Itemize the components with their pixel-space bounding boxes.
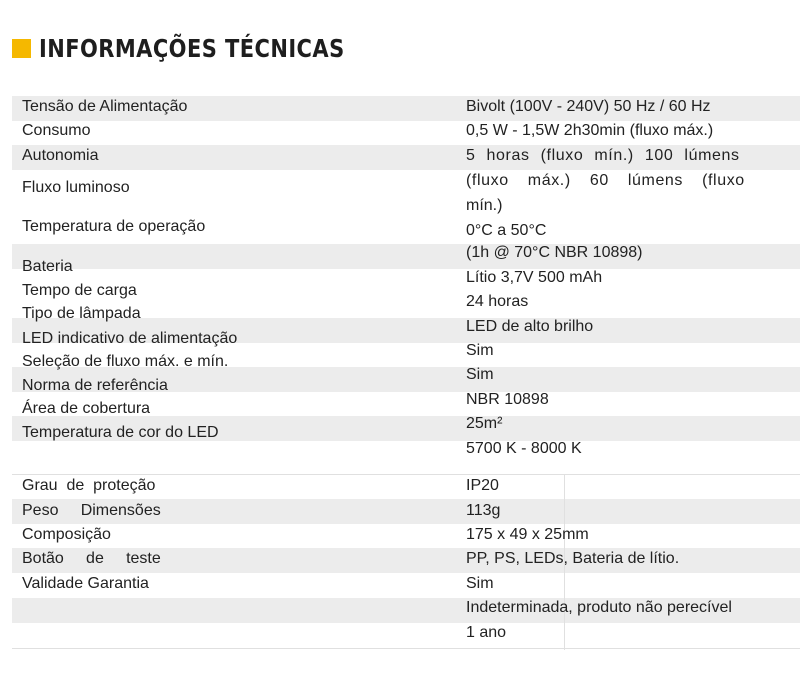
spec-value: (1h @ 70°C NBR 10898) bbox=[466, 244, 643, 261]
spec-label: Validade Garantia bbox=[22, 575, 149, 592]
spec-label: Tipo de lâmpada bbox=[22, 305, 141, 322]
spec-value: 1 ano bbox=[466, 624, 507, 641]
spec-value: 175 x 49 x 25mm bbox=[466, 526, 589, 543]
spec-label: Temperatura de cor do LED bbox=[22, 424, 219, 441]
spec-value: mín.) bbox=[466, 197, 503, 214]
spec-value: Sim bbox=[466, 366, 494, 383]
spec-value: 5700 K - 8000 K bbox=[466, 440, 582, 457]
spec-value: Sim bbox=[466, 575, 494, 592]
spec-value: 0°C a 50°C bbox=[466, 222, 547, 239]
spec-label: Composição bbox=[22, 526, 111, 543]
spec-value: LED de alto brilho bbox=[466, 318, 594, 335]
spec-label: Autonomia bbox=[22, 147, 99, 164]
spec-label: Peso Dimensões bbox=[22, 502, 161, 519]
row-band bbox=[12, 244, 800, 269]
spec-label: Grau de proteção bbox=[22, 477, 156, 494]
spec-label: Seleção de fluxo máx. e mín. bbox=[22, 353, 229, 370]
spec-label: Fluxo luminoso bbox=[22, 179, 130, 196]
spec-value: NBR 10898 bbox=[466, 391, 549, 408]
page-title: INFORMAÇÕES TÉCNICAS bbox=[39, 34, 345, 63]
spec-label: LED indicativo de alimentação bbox=[22, 330, 238, 347]
spec-label: Consumo bbox=[22, 122, 91, 139]
spec-label: Norma de referência bbox=[22, 377, 168, 394]
spec-value: Sim bbox=[466, 342, 494, 359]
spec-label: Bateria bbox=[22, 258, 73, 275]
spec-value: 25m² bbox=[466, 415, 503, 432]
spec-value: Lítio 3,7V 500 mAh bbox=[466, 269, 603, 286]
spec-value: 0,5 W - 1,5W 2h30min (fluxo máx.) bbox=[466, 122, 714, 139]
spec-value: 5 horas (fluxo mín.) 100 lúmens bbox=[466, 147, 740, 164]
spec-label: Área de cobertura bbox=[22, 400, 151, 417]
spec-label: Tensão de Alimentação bbox=[22, 98, 188, 115]
spec-label: Temperatura de operação bbox=[22, 218, 206, 235]
row-divider bbox=[12, 474, 800, 475]
spec-value: 113g bbox=[466, 502, 501, 519]
spec-value: PP, PS, LEDs, Bateria de lítio. bbox=[466, 550, 680, 567]
spec-value: (fluxo máx.) 60 lúmens (fluxo bbox=[466, 172, 745, 189]
spec-value: Indeterminada, produto não perecível bbox=[466, 599, 732, 616]
spec-value: Bivolt (100V - 240V) 50 Hz / 60 Hz bbox=[466, 98, 711, 115]
spec-value: IP20 bbox=[466, 477, 499, 494]
spec-label: Botão de teste bbox=[22, 550, 161, 567]
spec-label: Tempo de carga bbox=[22, 282, 137, 299]
row-divider bbox=[12, 648, 800, 649]
spec-value: 24 horas bbox=[466, 293, 529, 310]
